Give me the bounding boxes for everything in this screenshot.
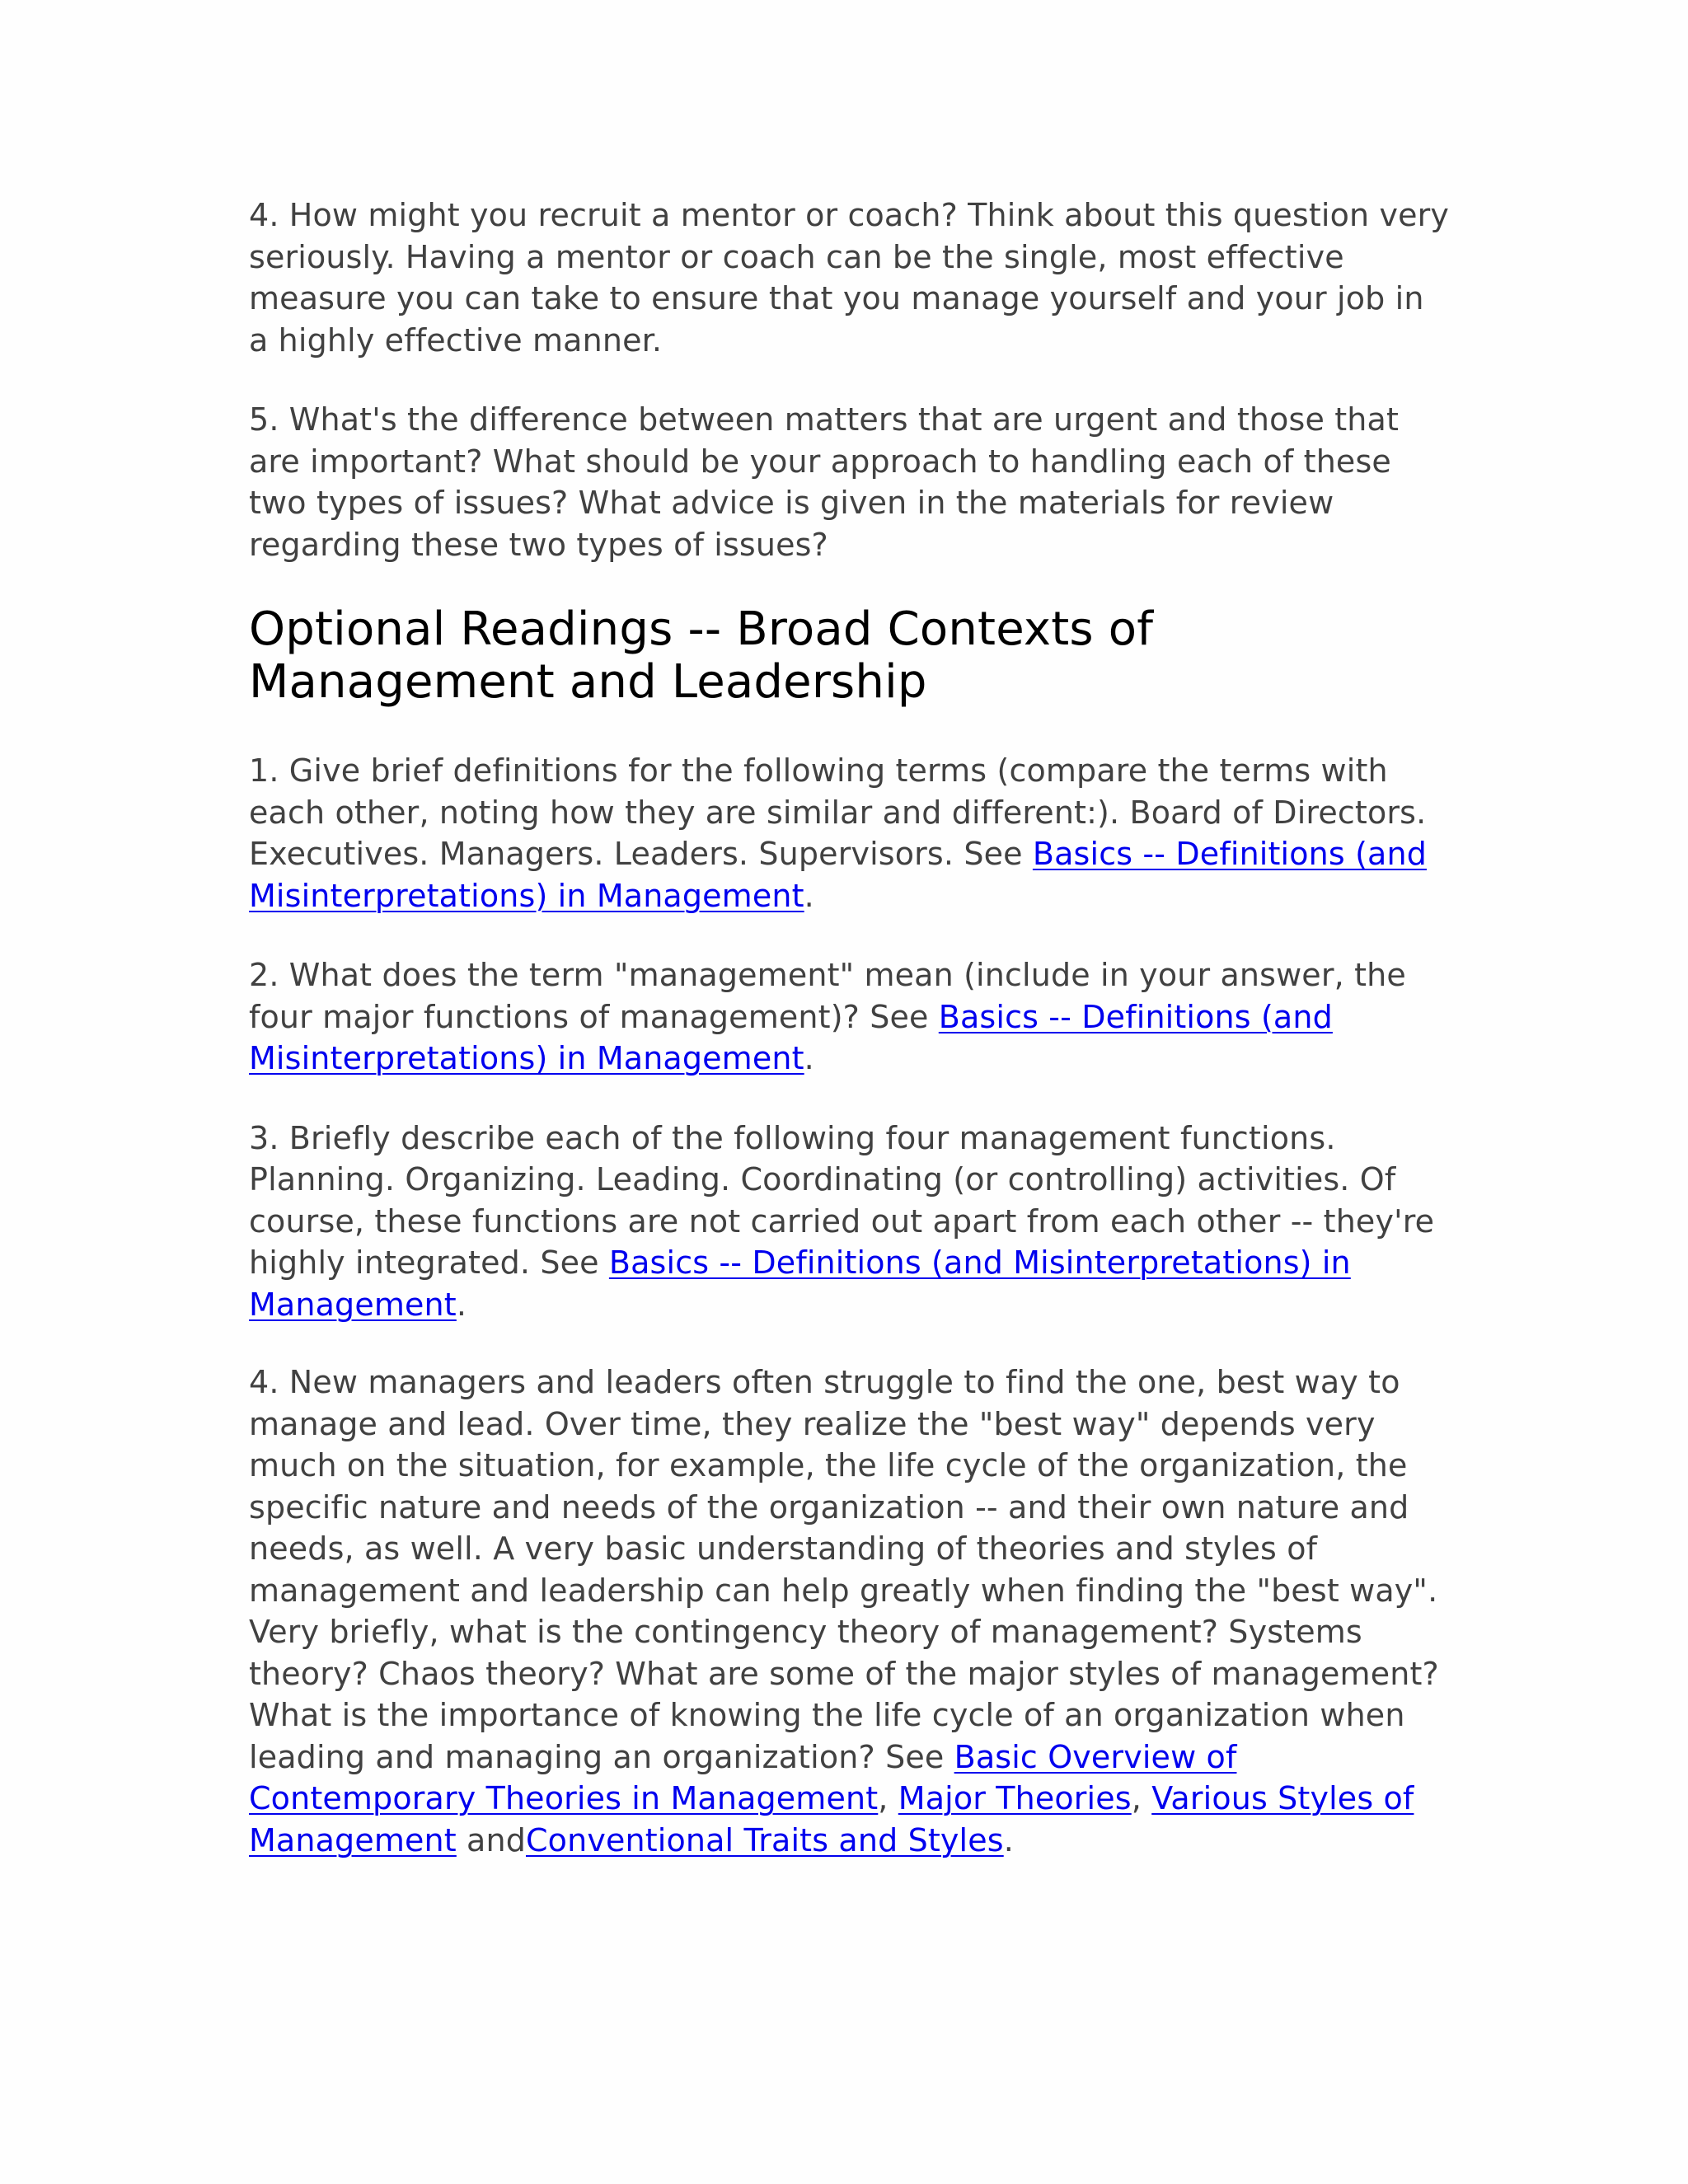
section-heading: Optional Readings -- Broad Contexts of Management and Leadership (249, 602, 1154, 709)
major-theories-link[interactable]: Major Theories (898, 1780, 1132, 1816)
contemporary-theories-link[interactable]: Basic Overview of Contemporary Theories in Management (249, 1738, 1237, 1816)
conventional-traits-link[interactable]: Conventional Traits and Styles (526, 1821, 1004, 1858)
question-1-definitions (249, 750, 1452, 916)
question-text: 2. What does the term "management" mean (include in your answer, the four major functions of management)? See (249, 957, 1406, 1035)
question-2-management-meaning (249, 954, 1452, 1080)
period: . (804, 877, 814, 914)
period: . (804, 1040, 814, 1076)
separator: , (1131, 1780, 1152, 1816)
question-5-urgent-vs-important: 5. What's the difference between matters that are urgent and those that are important? What should be your approach to handling each of these two types of issues? What advice is given in the materials for review regarding these two types of issues? (249, 401, 1399, 563)
question-text: 4. New managers and leaders often struggle to find the one, best way to manage and lead. Over time, they realize the "best way" depends very much on the situation, for example, the life cycle of the organization, the specific nature and needs of the organization -- and their own nature and needs, as well. A very basic understanding of theories and styles of management and leadership can help greatly when finding the "best way". Very briefly, what is the contingency theory of management? Systems theory? Chaos theory? What are some of the major styles of management? What is the importance of knowing the life cycle of an organization when leading and managing an organization? See (249, 1364, 1439, 1775)
period: . (456, 1286, 467, 1323)
question-4-theories-styles (249, 1361, 1452, 1861)
document-page (249, 194, 1452, 1899)
various-styles-link[interactable]: Various Styles of Management (249, 1780, 1414, 1858)
question-text: 3. Briefly describe each of the following four management functions. Planning. Organizing. Leading. Coordinating (or controlling) activities. Of course, these functions are not carried out apart from each other -- they're highly integrated. See (249, 1119, 1435, 1281)
separator: and (456, 1821, 526, 1858)
period: . (1003, 1821, 1014, 1858)
basics-definitions-link[interactable]: Basics -- Definitions (and Misinterpretations) in Management (249, 836, 1427, 914)
question-4-recruit-mentor: 4. How might you recruit a mentor or coach? Think about this question very seriously. Having a mentor or coach can be the single, most effective measure you can take to ensure that you manage yourself and your job in a highly effective manner. (249, 197, 1450, 359)
separator: , (878, 1780, 898, 1816)
basics-definitions-link[interactable]: Basics -- Definitions (and Misinterpretations) in Management (249, 998, 1333, 1076)
question-text: 1. Give brief definitions for the following terms (compare the terms with each other, noting how they are similar and different:). Board of Directors. Executives. Managers. Leaders. Supervisors. See (249, 752, 1427, 872)
question-3-management-functions (249, 1118, 1452, 1326)
basics-definitions-link[interactable]: Basics -- Definitions (and Misinterpretations) in Management (249, 1244, 1351, 1323)
